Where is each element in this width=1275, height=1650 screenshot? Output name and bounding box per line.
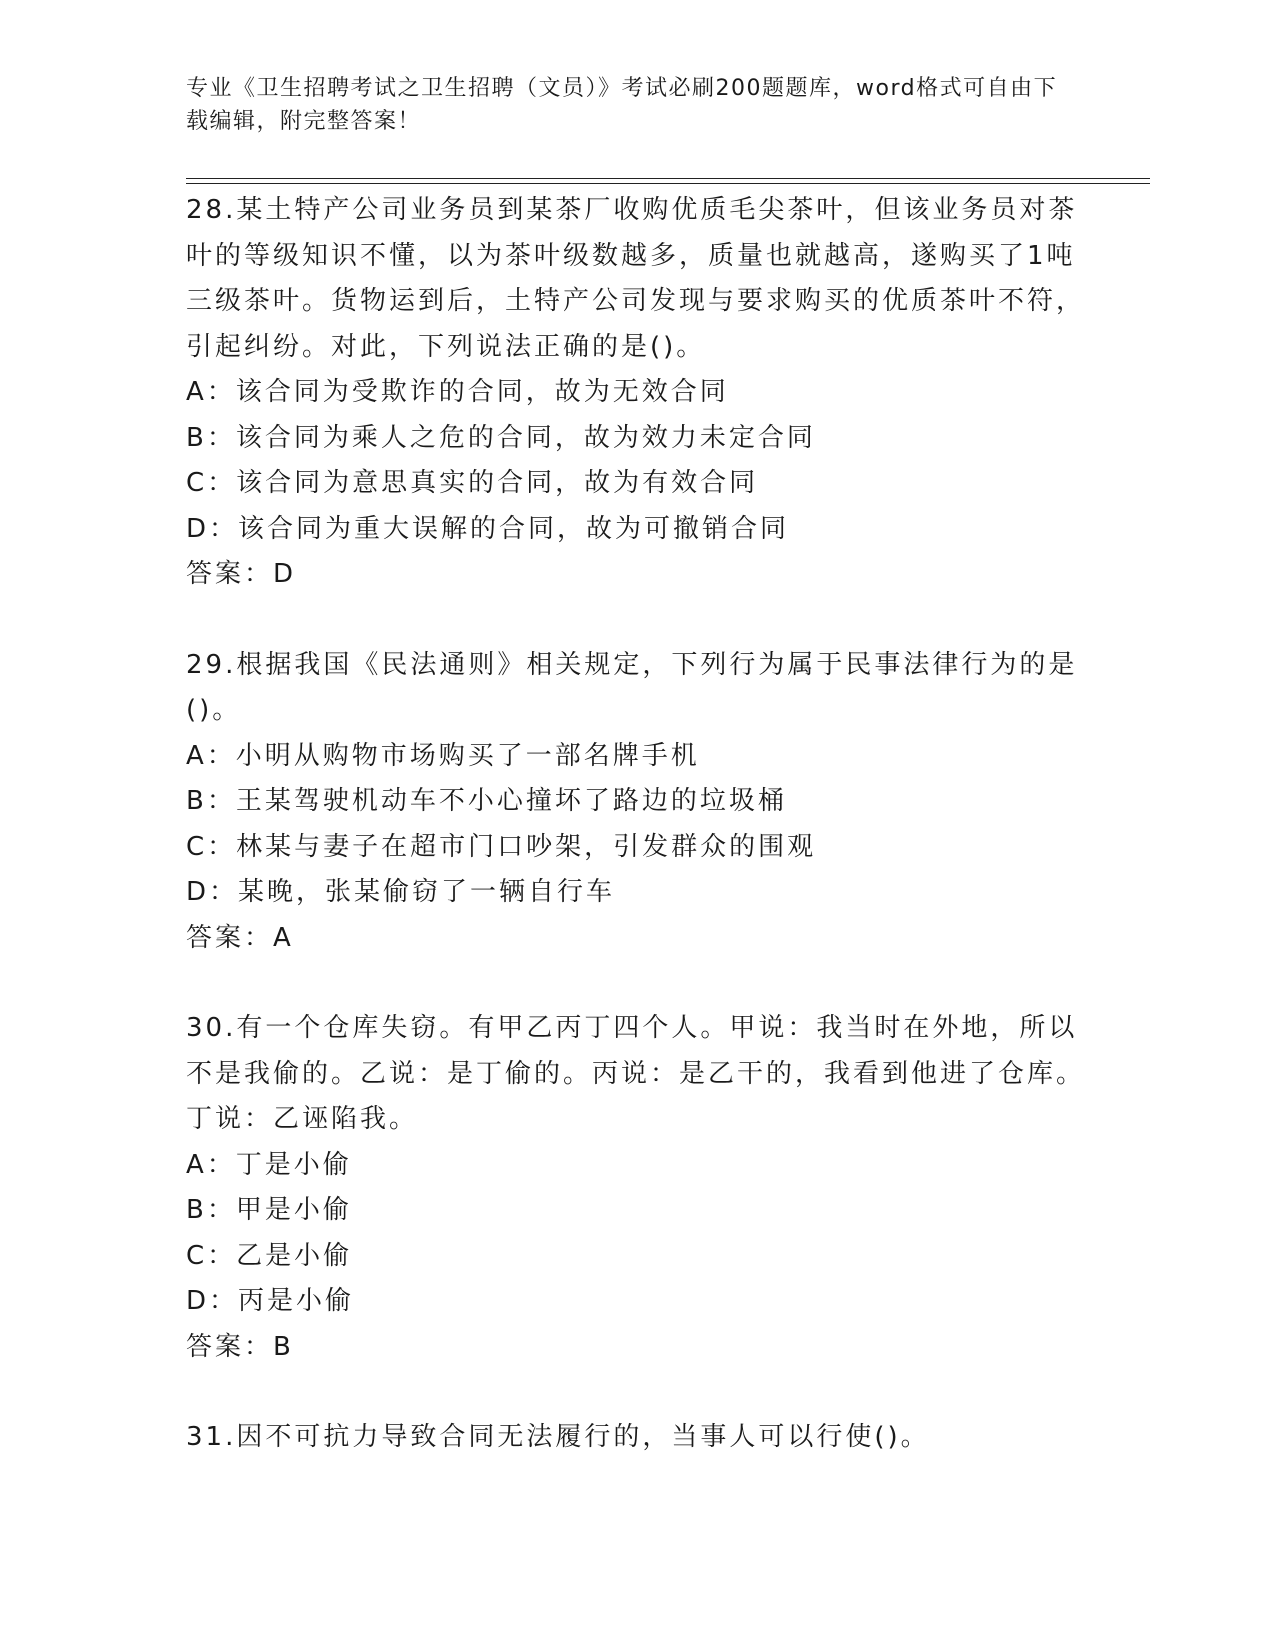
question-29: [186, 643, 1086, 962]
option-b: B：该合同为乘人之危的合同，故为效力未定合同: [186, 422, 816, 453]
option-b: B：甲是小偷: [186, 1195, 352, 1225]
document-header: [186, 72, 1066, 138]
option-a: A：丁是小偷: [186, 1149, 352, 1180]
answer: 答案：D: [186, 559, 297, 589]
answer: 答案：A: [186, 922, 294, 953]
question-31: [186, 1415, 1086, 1461]
option-b: B：王某驾驶机动车不小心撞坏了路边的垃圾桶: [186, 786, 787, 816]
question-30: [186, 1006, 1086, 1370]
option-d: D：某晚，张某偷窃了一辆自行车: [186, 877, 616, 907]
option-c: C：乙是小偷: [186, 1240, 353, 1271]
option-c: C：林某与妻子在超市门口吵架，引发群众的围观: [186, 831, 817, 862]
question-text: 31.因不可抗力导致合同无法履行的，当事人可以行使()。: [186, 1422, 930, 1452]
header-title: 专业《卫生招聘考试之卫生招聘（文员）》考试必刷200题题库，word格式可自由下载编辑，附完整答案！: [186, 76, 1058, 134]
question-28: [186, 188, 1086, 598]
question-text: 30.有一个仓库失窃。有甲乙丙丁四个人。甲说：我当时在外地，所以不是我偷的。乙说：是丁偷的。丙说：是乙干的，我看到他进了仓库。丁说：乙诬陷我。: [186, 1013, 1086, 1134]
question-text: 29.根据我国《民法通则》相关规定，下列行为属于民事法律行为的是()。: [186, 649, 1078, 725]
question-text: 28.某土特产公司业务员到某茶厂收购优质毛尖茶叶，但该业务员对茶叶的等级知识不懂，以为茶叶级数越多，质量也就越高，遂购买了1吨三级茶叶。货物运到后，土特产公司发现与要求购买的优质茶叶不符，引起纠纷。对此，下列说法正确的是()。: [186, 195, 1086, 362]
option-c: C：该合同为意思真实的合同，故为有效合同: [186, 468, 759, 498]
question-list: [186, 188, 1086, 1461]
option-a: A：该合同为受欺诈的合同，故为无效合同: [186, 377, 729, 407]
option-d: D：该合同为重大误解的合同，故为可撤销合同: [186, 513, 790, 544]
answer: 答案：B: [186, 1331, 294, 1362]
header-rule-bottom: [186, 183, 1150, 184]
option-d: D：丙是小偷: [186, 1286, 355, 1316]
header-rule-top: [186, 178, 1150, 179]
option-a: A：小明从购物市场购买了一部名牌手机: [186, 740, 700, 771]
